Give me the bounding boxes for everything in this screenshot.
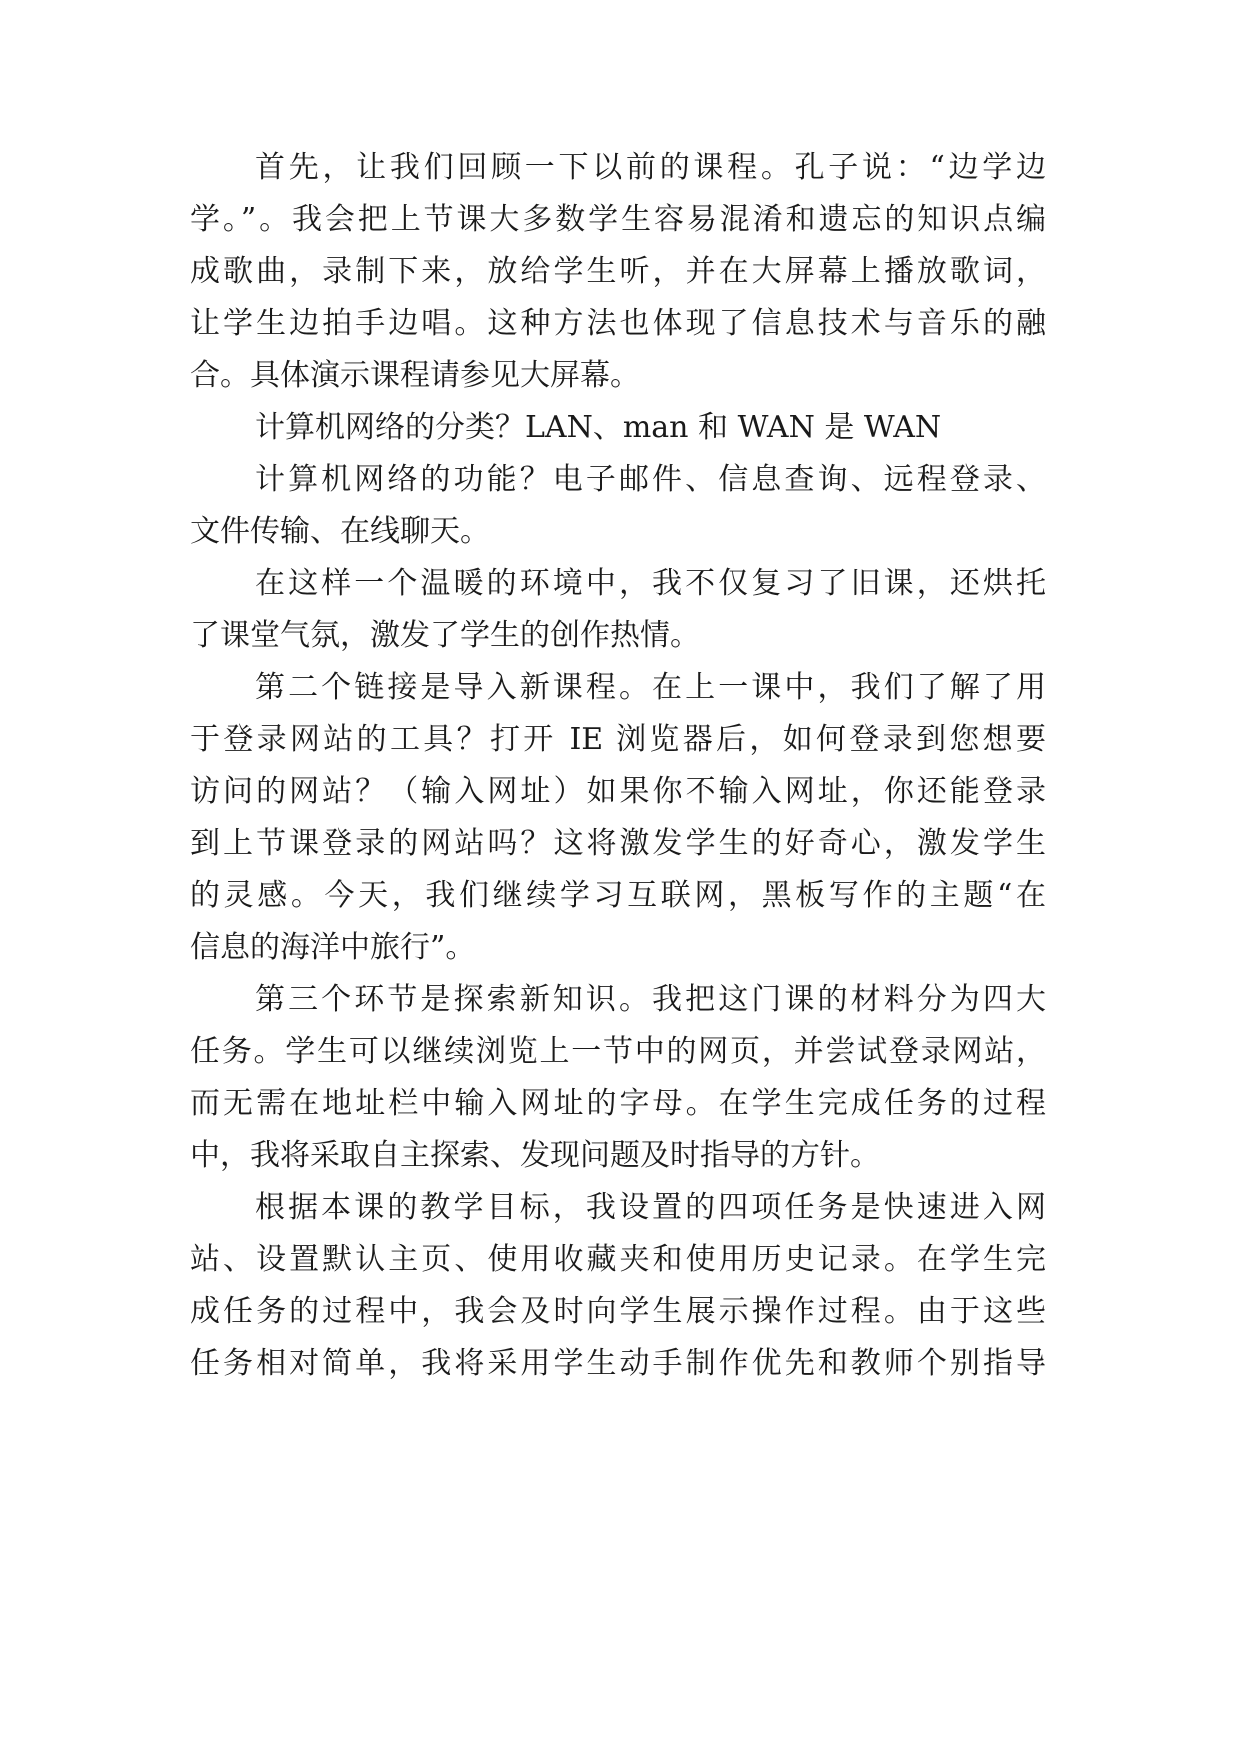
text-line: 学。”。我会把上节课大多数学生容易混淆和遗忘的知识点编 — [190, 202, 1046, 237]
text-line: 访问的网站？（输入网址）如果你不输入网址，你还能登录 — [190, 774, 1046, 809]
paragraph-four-tasks — [190, 1182, 1046, 1390]
text-line: 第三个环节是探索新知识。我把这门课的材料分为四大 — [255, 982, 1046, 1017]
text-line: 在这样一个温暖的环境中，我不仅复习了旧课，还烘托 — [255, 566, 1046, 601]
text-line: 根据本课的教学目标，我设置的四项任务是快速进入网 — [255, 1190, 1046, 1225]
paragraph-third-link — [190, 974, 1046, 1182]
text-line: 信息的海洋中旅行”。 — [190, 930, 476, 965]
text-line: 于登录网站的工具？打开 IE 浏览器后，如何登录到您想要 — [190, 722, 1046, 757]
text-line: 任务。学生可以继续浏览上一节中的网页，并尝试登录网站， — [190, 1034, 1046, 1069]
text-line: 的灵感。今天，我们继续学习互联网，黑板写作的主题“在 — [190, 878, 1046, 913]
text-line: 到上节课登录的网站吗？这将激发学生的好奇心，激发学生 — [190, 826, 1046, 861]
text-line: 让学生边拍手边唱。这种方法也体现了信息技术与音乐的融 — [190, 306, 1046, 341]
text-line: 成任务的过程中，我会及时向学生展示操作过程。由于这些 — [190, 1294, 1046, 1329]
text-line: 计算机网络的功能？电子邮件、信息查询、远程登录、 — [255, 462, 1046, 497]
text-line: 中，我将采取自主探索、发现问题及时指导的方针。 — [190, 1138, 880, 1173]
paragraph-network-types — [190, 402, 1046, 454]
paragraph-network-functions — [190, 454, 1046, 558]
text-line: 合。具体演示课程请参见大屏幕。 — [190, 358, 640, 393]
text-line: 首先，让我们回顾一下以前的课程。孔子说：“边学边 — [255, 150, 1046, 185]
text-line: 文件传输、在线聊天。 — [190, 514, 490, 549]
paragraph-review — [190, 142, 1046, 402]
text-line: 成歌曲，录制下来，放给学生听，并在大屏幕上播放歌词， — [190, 254, 1046, 289]
text-line: 而无需在地址栏中输入网址的字母。在学生完成任务的过程 — [190, 1086, 1046, 1121]
text-line: 站、设置默认主页、使用收藏夹和使用历史记录。在学生完 — [190, 1242, 1046, 1277]
text-line: 了课堂气氛，激发了学生的创作热情。 — [190, 618, 700, 653]
text-line: 计算机网络的分类？LAN、man 和 WAN 是 WAN — [255, 410, 942, 445]
paragraph-second-link — [190, 662, 1046, 974]
document-body — [190, 142, 1046, 1390]
text-line: 第二个链接是导入新课程。在上一课中，我们了解了用 — [255, 670, 1046, 705]
text-line: 任务相对简单，我将采用学生动手制作优先和教师个别指导 — [190, 1346, 1046, 1381]
paragraph-atmosphere — [190, 558, 1046, 662]
